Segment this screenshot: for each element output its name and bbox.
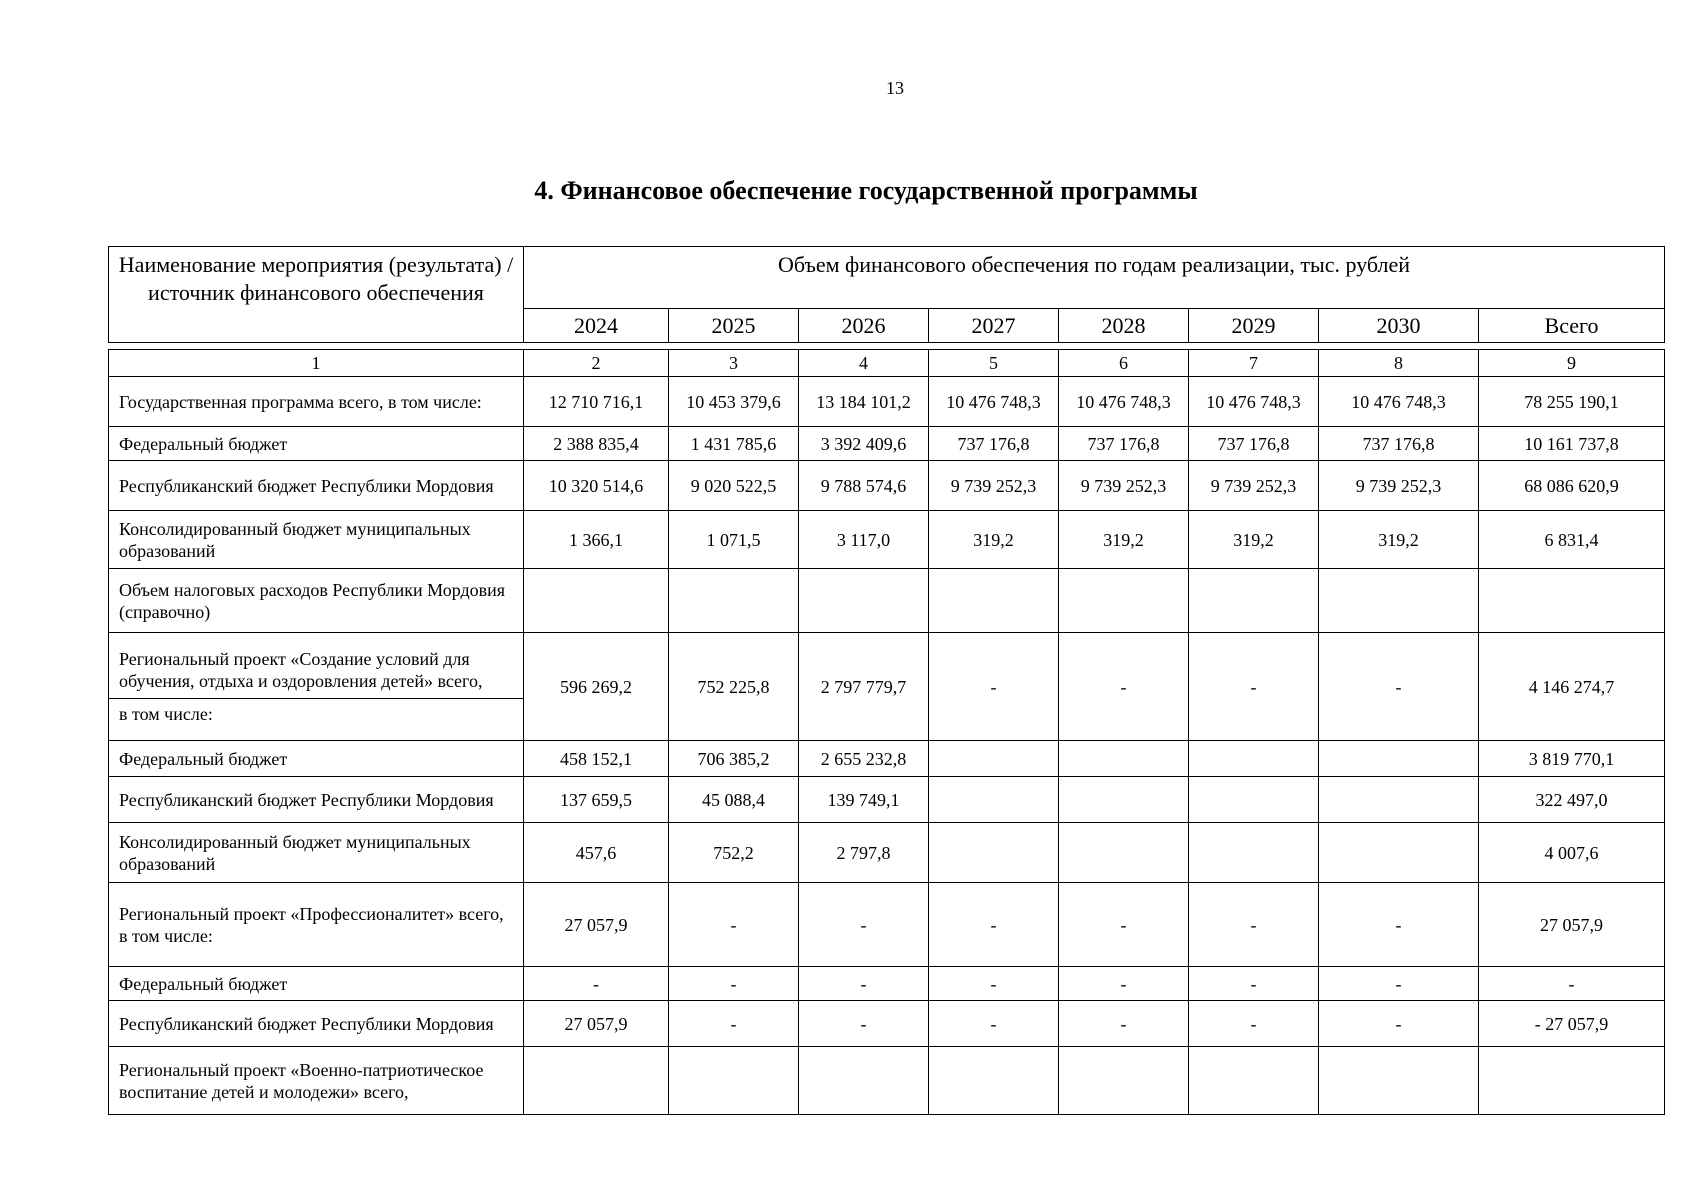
cell-value: 319,2 xyxy=(929,511,1059,569)
cell-value xyxy=(1189,777,1319,823)
header-year: 2027 xyxy=(929,309,1059,343)
cell-value xyxy=(1319,569,1479,633)
cell-total: 68 086 620,9 xyxy=(1479,461,1665,511)
header-volume-group: Объем финансового обеспечения по годам реализации, тыс. рублей xyxy=(524,247,1665,309)
cell-value: 137 659,5 xyxy=(524,777,669,823)
row-name xyxy=(109,777,524,823)
cell-value: - xyxy=(1059,1001,1189,1047)
cell-total: 322 497,0 xyxy=(1479,777,1665,823)
cell-value: 139 749,1 xyxy=(799,777,929,823)
cell-value: 2 655 232,8 xyxy=(799,741,929,777)
column-number: 1 xyxy=(109,350,524,377)
cell-value: 752 225,8 xyxy=(669,633,799,741)
financing-table xyxy=(108,246,1665,1115)
column-number: 2 xyxy=(524,350,669,377)
cell-value xyxy=(524,569,669,633)
row-name xyxy=(109,427,524,461)
cell-total: 4 007,6 xyxy=(1479,823,1665,883)
row-name-text: Республиканский бюджет Республики Мордовия xyxy=(119,475,494,496)
table-row xyxy=(109,427,1665,461)
cell-value: 1 431 785,6 xyxy=(669,427,799,461)
row-name xyxy=(109,823,524,883)
header-year: 2025 xyxy=(669,309,799,343)
column-number: 8 xyxy=(1319,350,1479,377)
cell-value: 319,2 xyxy=(1319,511,1479,569)
cell-value: 9 020 522,5 xyxy=(669,461,799,511)
cell-value: - xyxy=(1319,633,1479,741)
cell-value: - xyxy=(799,967,929,1001)
cell-value: 2 388 835,4 xyxy=(524,427,669,461)
cell-value: 1 366,1 xyxy=(524,511,669,569)
cell-value: - xyxy=(1189,883,1319,967)
cell-value: - xyxy=(669,883,799,967)
table-row xyxy=(109,883,1665,967)
cell-total: 4 146 274,7 xyxy=(1479,633,1665,741)
cell-value xyxy=(1189,1047,1319,1115)
cell-value: 27 057,9 xyxy=(524,883,669,967)
cell-value: 737 176,8 xyxy=(1059,427,1189,461)
table-row xyxy=(109,777,1665,823)
row-name xyxy=(109,1047,524,1115)
header-year: 2028 xyxy=(1059,309,1189,343)
cell-value: - xyxy=(1189,1001,1319,1047)
cell-value: 3 392 409,6 xyxy=(799,427,929,461)
cell-value: 457,6 xyxy=(524,823,669,883)
page-number: 13 xyxy=(886,78,904,98)
cell-value xyxy=(524,1047,669,1115)
cell-total: - xyxy=(1479,967,1665,1001)
header-year: 2026 xyxy=(799,309,929,343)
cell-value: 737 176,8 xyxy=(1319,427,1479,461)
header-name-column: Наименование мероприятия (результата) / источник финансового обеспечения xyxy=(109,247,524,343)
row-name-text: Федеральный бюджет xyxy=(119,973,288,994)
cell-value xyxy=(1059,741,1189,777)
row-name xyxy=(109,569,524,633)
cell-value: 319,2 xyxy=(1059,511,1189,569)
cell-value: - xyxy=(929,1001,1059,1047)
cell-value: - xyxy=(929,967,1059,1001)
column-number: 5 xyxy=(929,350,1059,377)
cell-value: 1 071,5 xyxy=(669,511,799,569)
cell-value: - xyxy=(1319,883,1479,967)
cell-value: 9 788 574,6 xyxy=(799,461,929,511)
cell-value xyxy=(929,741,1059,777)
column-number: 6 xyxy=(1059,350,1189,377)
cell-value: - xyxy=(799,883,929,967)
header-year: 2024 xyxy=(524,309,669,343)
row-name xyxy=(109,511,524,569)
row-name-text: Федеральный бюджет xyxy=(119,748,288,769)
row-name-text: Федеральный бюджет xyxy=(119,433,288,454)
cell-value xyxy=(929,777,1059,823)
cell-value: 10 476 748,3 xyxy=(1059,377,1189,427)
cell-value: - xyxy=(669,967,799,1001)
row-name xyxy=(109,1001,524,1047)
cell-value: 596 269,2 xyxy=(524,633,669,741)
row-name xyxy=(109,633,524,741)
cell-value xyxy=(929,1047,1059,1115)
cell-value: 10 476 748,3 xyxy=(1189,377,1319,427)
table-row xyxy=(109,377,1665,427)
cell-value: 45 088,4 xyxy=(669,777,799,823)
cell-value: 752,2 xyxy=(669,823,799,883)
row-name-text: Республиканский бюджет Республики Мордовия xyxy=(119,1013,494,1034)
table-row xyxy=(109,511,1665,569)
cell-value: - xyxy=(1319,967,1479,1001)
cell-value xyxy=(1059,777,1189,823)
cell-value: 9 739 252,3 xyxy=(1059,461,1189,511)
row-name-text: Республиканский бюджет Республики Мордовия xyxy=(119,789,494,810)
cell-value: 10 476 748,3 xyxy=(1319,377,1479,427)
cell-value: - xyxy=(929,633,1059,741)
cell-value: 3 117,0 xyxy=(799,511,929,569)
cell-value: - xyxy=(929,883,1059,967)
header-year: 2029 xyxy=(1189,309,1319,343)
table-row xyxy=(109,1047,1665,1115)
cell-total: 78 255 190,1 xyxy=(1479,377,1665,427)
cell-value xyxy=(1319,823,1479,883)
row-name xyxy=(109,741,524,777)
table-row xyxy=(109,633,1665,741)
cell-value: 13 184 101,2 xyxy=(799,377,929,427)
row-name xyxy=(109,377,524,427)
table-row xyxy=(109,569,1665,633)
cell-value xyxy=(929,823,1059,883)
row-name-text: Государственная программа всего, в том числе: xyxy=(119,391,482,412)
cell-value xyxy=(669,1047,799,1115)
row-name-text: Объем налоговых расходов Республики Мордовия (справочно) xyxy=(119,579,506,622)
column-number: 7 xyxy=(1189,350,1319,377)
table-row xyxy=(109,461,1665,511)
cell-value: - xyxy=(669,1001,799,1047)
section-title: 4. Финансовое обеспечение государственной программы xyxy=(534,176,1198,205)
row-name xyxy=(109,967,524,1001)
cell-value xyxy=(1319,777,1479,823)
row-name xyxy=(109,461,524,511)
cell-value xyxy=(1319,741,1479,777)
cell-value: - xyxy=(524,967,669,1001)
cell-value: 458 152,1 xyxy=(524,741,669,777)
cell-value: 2 797 779,7 xyxy=(799,633,929,741)
cell-value: - xyxy=(1189,633,1319,741)
cell-value xyxy=(799,569,929,633)
cell-value: - xyxy=(1319,1001,1479,1047)
table-row xyxy=(109,1001,1665,1047)
row-name-text: Региональный проект «Профессионалитет» всего, xyxy=(119,903,504,924)
cell-value: 319,2 xyxy=(1189,511,1319,569)
row-name-sub: в том числе: xyxy=(119,925,213,946)
cell-total: 6 831,4 xyxy=(1479,511,1665,569)
cell-value: 9 739 252,3 xyxy=(1189,461,1319,511)
header-year: 2030 xyxy=(1319,309,1479,343)
cell-value: 12 710 716,1 xyxy=(524,377,669,427)
column-number: 9 xyxy=(1479,350,1665,377)
cell-value xyxy=(799,1047,929,1115)
cell-value xyxy=(1189,741,1319,777)
cell-total xyxy=(1479,1047,1665,1115)
table-row xyxy=(109,741,1665,777)
cell-value xyxy=(1059,823,1189,883)
cell-value: 737 176,8 xyxy=(929,427,1059,461)
cell-value xyxy=(1189,823,1319,883)
cell-value: 737 176,8 xyxy=(1189,427,1319,461)
cell-value: 10 476 748,3 xyxy=(929,377,1059,427)
cell-value: 2 797,8 xyxy=(799,823,929,883)
cell-value: - xyxy=(799,1001,929,1047)
cell-value: - xyxy=(1189,967,1319,1001)
column-number: 4 xyxy=(799,350,929,377)
cell-total: 27 057,9 xyxy=(1479,883,1665,967)
table-row xyxy=(109,967,1665,1001)
cell-total: - 27 057,9 xyxy=(1479,1001,1665,1047)
header-total: Всего xyxy=(1479,309,1665,343)
row-name-sub: в том числе: xyxy=(109,698,523,725)
cell-value: - xyxy=(1059,633,1189,741)
row-name-text: Региональный проект «Военно-патриотическое воспитание детей и молодежи» всего, xyxy=(119,1059,484,1102)
cell-value: - xyxy=(1059,883,1189,967)
cell-total xyxy=(1479,569,1665,633)
cell-value: 10 320 514,6 xyxy=(524,461,669,511)
cell-value xyxy=(669,569,799,633)
row-name-text: Региональный проект «Создание условий для обучения, отдыха и оздоровления детей» всего, xyxy=(119,649,483,691)
column-number: 3 xyxy=(669,350,799,377)
row-name-text: Консолидированный бюджет муниципальных образований xyxy=(119,831,471,874)
cell-value: 706 385,2 xyxy=(669,741,799,777)
cell-total: 10 161 737,8 xyxy=(1479,427,1665,461)
column-number-row xyxy=(109,350,1665,377)
cell-value: - xyxy=(1059,967,1189,1001)
cell-value xyxy=(1319,1047,1479,1115)
table-row xyxy=(109,823,1665,883)
cell-value: 10 453 379,6 xyxy=(669,377,799,427)
cell-value: 27 057,9 xyxy=(524,1001,669,1047)
cell-value xyxy=(1059,1047,1189,1115)
cell-value: 9 739 252,3 xyxy=(929,461,1059,511)
cell-value xyxy=(1189,569,1319,633)
cell-total: 3 819 770,1 xyxy=(1479,741,1665,777)
row-name xyxy=(109,883,524,967)
cell-value: 9 739 252,3 xyxy=(1319,461,1479,511)
cell-value xyxy=(1059,569,1189,633)
row-name-text: Консолидированный бюджет муниципальных образований xyxy=(119,518,471,561)
cell-value xyxy=(929,569,1059,633)
